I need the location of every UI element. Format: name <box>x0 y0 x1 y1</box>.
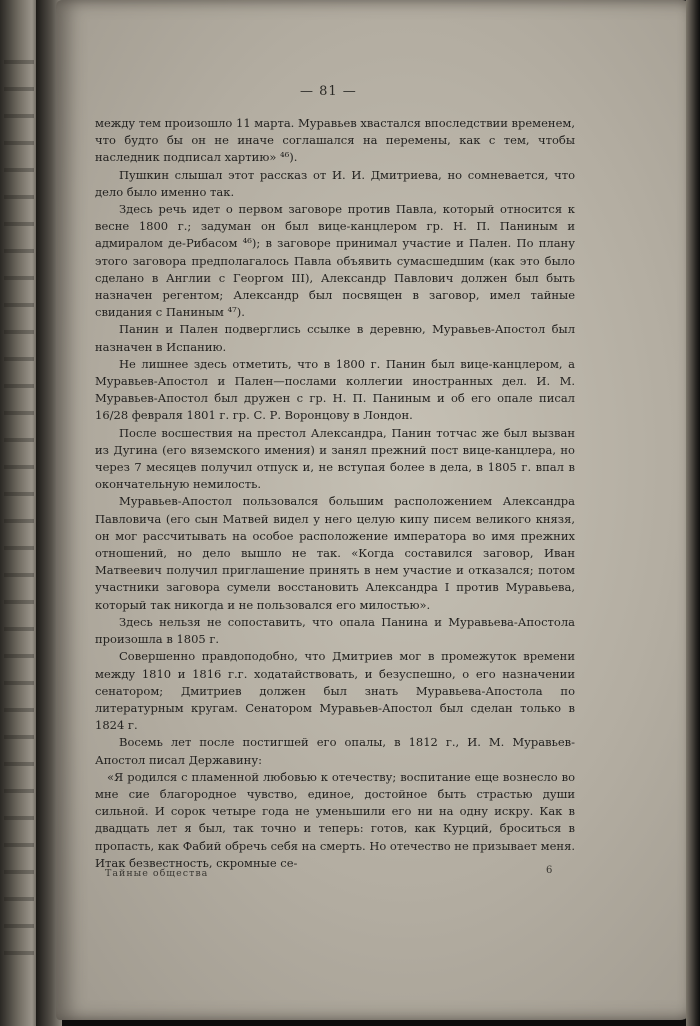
paragraph: После восшествия на престол Александра, Панин тотчас же был вызван из Дугина (его вяземского имения) и занял прежний пост вице-канцлера, но через 7 месяцев получил отпуск и, не вступая более в дела, в 1805 г. впал в окончательную немилость. <box>95 425 575 492</box>
paragraph: Муравьев-Апостол пользовался большим расположением Александра Павловича (его сын Матвей видел у него целую кипу писем великого князя, он мог рассчитывать на особое расположение императора во имя прежних отношений, но дело вышло не так. «Когда составился заговор, Иван Матвеевич получил приглашение принять в нем участие и отказался; потом участники заговора сумели восстановить Александра I против Муравьева, который так никогда и не пользовался его милостью». <box>95 494 575 612</box>
paragraph: Не лишнее здесь отметить, что в 1800 г. Панин был вице-канцлером, а Муравьев-Апостол и Пален—послами коллегии иностранных дел. И. М. Муравьев-Апостол был дружен с гр. Н. П. Паниным и об его опале писал 16/28 февраля 1801 г. гр. С. Р. Воронцову в Лондон. <box>95 356 575 423</box>
paragraph: Здесь речь идет о первом заговоре против Павла, который относится к весне 1800 г.; задуман он был вице-канцлером гр. Н. П. Паниным и адмиралом де-Рибасом ⁴⁶); в заговоре принимал участие и Пален. По плану этого заговора предполагалось Павла объявить сумасшедшим (как это было сделано в Англии с Георгом III), Александр Павлович должен был быть назначен регентом; Александр был посвящен в заговор, имел тайные свидания с Паниным ⁴⁷). <box>95 202 575 320</box>
signature-mark: Тайные общества <box>105 868 209 879</box>
page-number: — 81 — <box>300 84 357 99</box>
left-facing-page <box>0 0 40 1026</box>
paragraph: Совершенно правдоподобно, что Дмитриев мог в промежуток времени между 1810 и 1816 г.г. ходатайствовать, и безуспешно, о его назначении сенатором; Дмитриев должен был знать Муравьева-Апостола по литературным кругам. Сенатором Муравьев-Апостол был сделан только в 1824 г. <box>95 649 575 733</box>
quotation-paragraph: «Я родился с пламенной любовью к отечеству; воспитание еще вознесло во мне сие благородное чувство, единое, достойное быть страстью души сильной. И сорок четыре года не уменьшили его ни на одну искру. Как в двадцать лет я был, так точно и теперь: готов, как Курций, броситься в пропасть, как Фабий обречь себя на смерть. Но отечество не призывает меня. Итак безвестность, скромные се- <box>95 769 576 870</box>
paragraph: Восемь лет после постигшей его опалы, в 1812 г., И. М. Муравьев-Апостол писал Державину: <box>95 735 575 767</box>
signature-number: 6 <box>546 865 553 876</box>
left-page-text-edge <box>4 60 34 960</box>
page-right-edge <box>686 0 700 1026</box>
paragraph: Здесь нельзя не сопоставить, что опала Панина и Муравьева-Апостола произошла в 1805 г. <box>95 614 575 647</box>
page-body <box>95 115 575 872</box>
paragraph: между тем произошло 11 марта. Муравьев хвастался впоследствии временем, что будто бы он не иначе соглашался на перемены, как с тем, чтобы наследник подписал хартию» ⁴⁶). <box>95 116 575 165</box>
paragraph: Пушкин слышал этот рассказ от И. И. Дмитриева, но сомневается, что дело было именно так. <box>95 167 575 199</box>
paragraph: Панин и Пален подверглись ссылке в деревню, Муравьев-Апостол был назначен в Испанию. <box>95 322 575 354</box>
